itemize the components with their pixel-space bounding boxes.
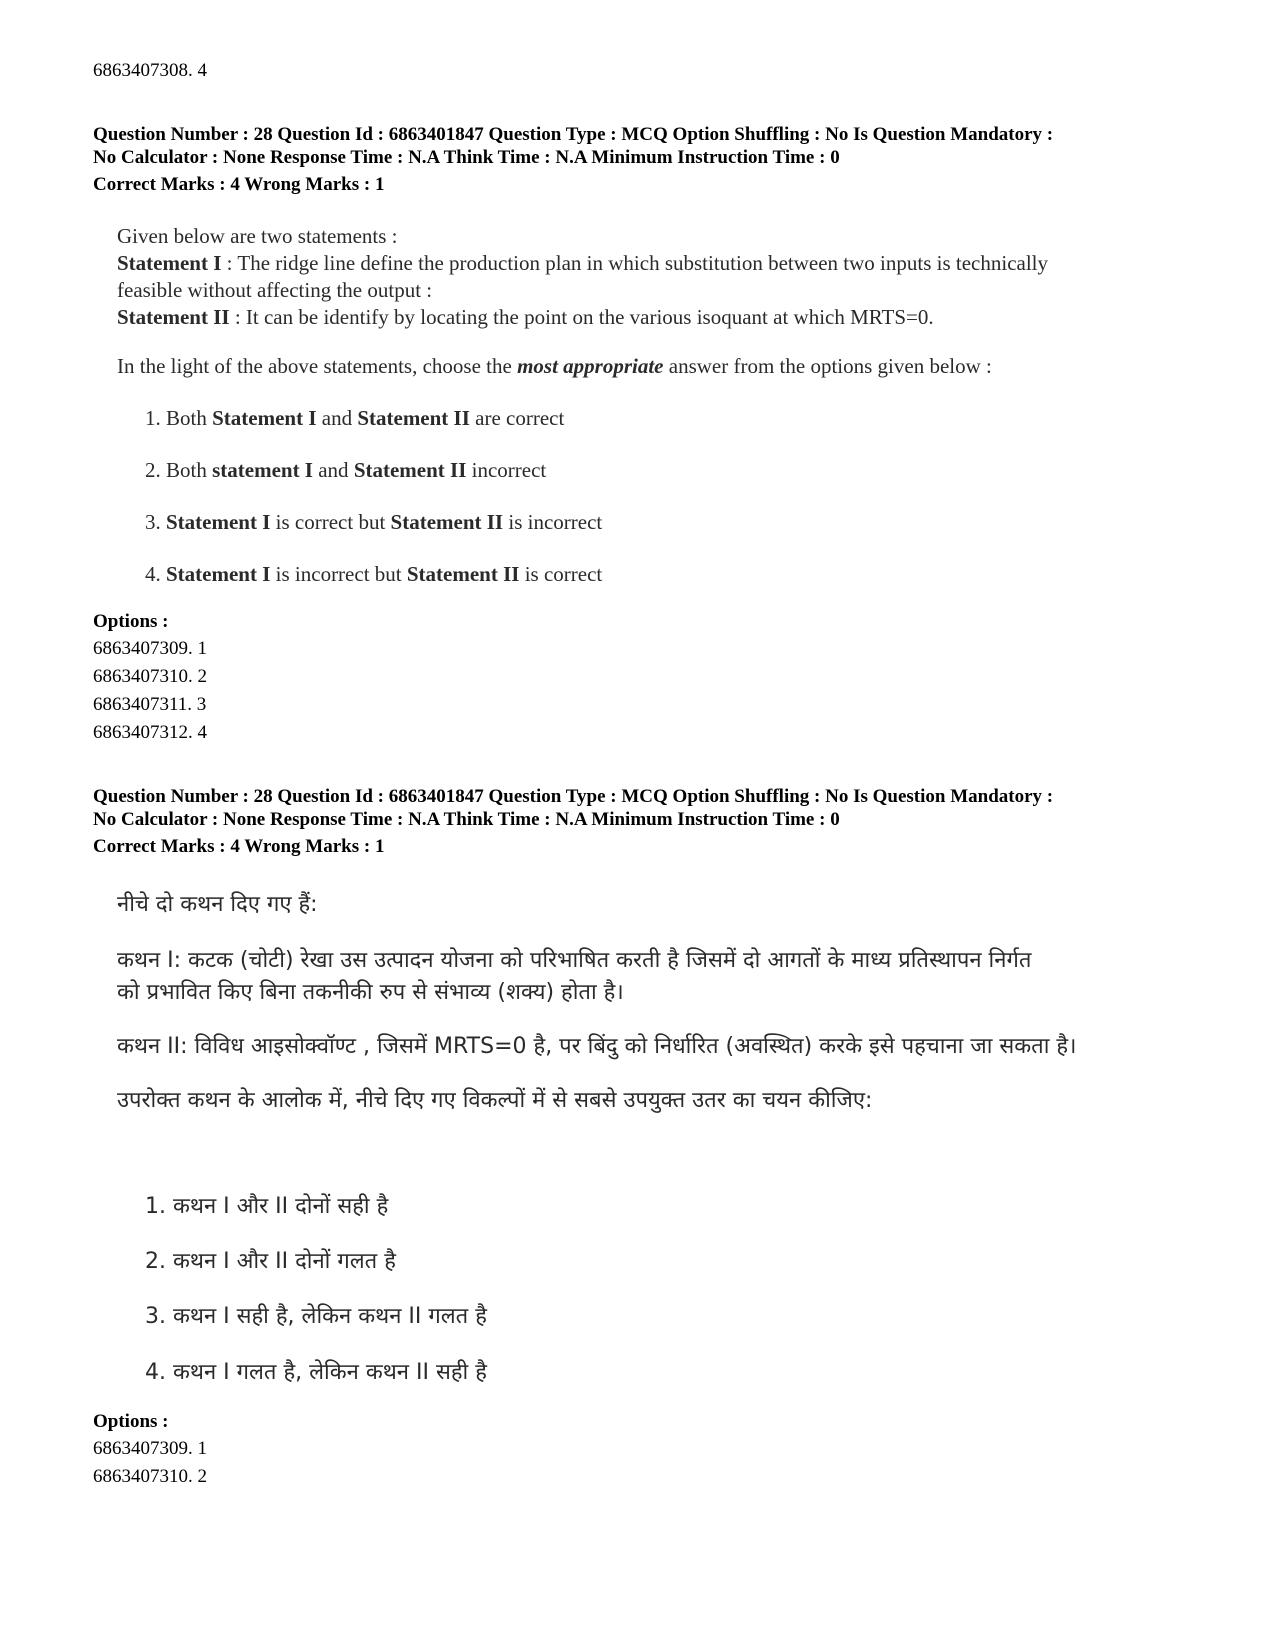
choice-mid: is incorrect but — [270, 562, 407, 586]
q2-statement-1-line-2: को प्रभावित किए बिना तकनीकी रुप से संभाव्य (शक्य) होता है। — [117, 980, 624, 1005]
q1-marks-line: Correct Marks : 4 Wrong Marks : 1 — [93, 174, 385, 195]
q2-options-label: Options : — [93, 1411, 169, 1432]
q1-meta-line-1: Question Number : 28 Question Id : 6863401847 Question Type : MCQ Option Shuffling : No Is Question Mandatory : — [93, 124, 1054, 145]
q2-marks-line: Correct Marks : 4 Wrong Marks : 1 — [93, 836, 385, 857]
q1-option-1: 6863407309. 1 — [93, 638, 207, 659]
choice-bold: Statement I — [212, 406, 317, 430]
q1-statement-2-label: Statement II — [117, 305, 230, 329]
choice-end: is incorrect — [503, 510, 603, 534]
prev-option-line: 6863407308. 4 — [93, 60, 207, 81]
q2-statement-2: कथन II: विविध आइसोक्वॉण्ट , जिसमें MRTS=0 है, पर बिंदु को निर्धारित (अवस्थित) करके इसे पहचाना जा सकता है। — [117, 1034, 1077, 1059]
q1-choice-3 — [145, 510, 602, 535]
choice-bold: statement I — [212, 458, 313, 482]
q1-prompt-start: In the light of the above statements, choose the — [117, 354, 518, 378]
q2-intro: नीचे दो कथन दिए गए हैं: — [117, 892, 318, 917]
q2-choice-2: 2. कथन I और II दोनों गलत है — [145, 1249, 396, 1274]
choice-bold: Statement II — [406, 562, 520, 586]
choice-mid: is correct but — [270, 510, 391, 534]
q1-statement-1-text: : The ridge line define the production plan in which substitution between two inputs is technically — [221, 251, 1049, 275]
choice-prefix: 2. Both — [145, 458, 213, 482]
q1-options-label: Options : — [93, 611, 169, 632]
choice-bold: Statement II — [353, 458, 467, 482]
q2-choice-4: 4. कथन I गलत है, लेकिन कथन II सही है — [145, 1360, 487, 1385]
q2-choice-3: 3. कथन I सही है, लेकिन कथन II गलत है — [145, 1304, 487, 1329]
choice-prefix: 4. — [145, 562, 166, 586]
choice-end: are correct — [469, 406, 565, 430]
choice-bold: Statement I — [166, 562, 271, 586]
q1-choice-1 — [145, 406, 564, 431]
q1-meta-line-2: No Calculator : None Response Time : N.A Think Time : N.A Minimum Instruction Time : 0 — [93, 147, 840, 168]
q2-prompt: उपरोक्त कथन के आलोक में, नीचे दिए गए विकल्पों में से सबसे उपयुक्त उतर का चयन कीजिए: — [117, 1088, 873, 1113]
q1-choice-4 — [145, 562, 602, 587]
choice-bold: Statement I — [166, 510, 271, 534]
choice-end: is correct — [519, 562, 603, 586]
q1-option-2: 6863407310. 2 — [93, 666, 207, 687]
q1-statement-1-cont: feasible without affecting the output : — [117, 278, 433, 302]
q2-choice-1: 1. कथन I और II दोनों सही है — [145, 1194, 389, 1219]
q1-intro: Given below are two statements : — [117, 224, 398, 248]
choice-end: incorrect — [466, 458, 547, 482]
q1-option-4: 6863407312. 4 — [93, 722, 207, 743]
choice-bold: Statement II — [357, 406, 470, 430]
q1-statement-2-text: : It can be identify by locating the point on the various isoquant at which MRTS=0. — [229, 305, 934, 329]
q1-statement-1 — [117, 251, 1048, 276]
q1-prompt — [117, 354, 992, 379]
q2-option-2: 6863407310. 2 — [93, 1466, 207, 1487]
choice-mid: and — [316, 406, 358, 430]
q1-choice-2 — [145, 458, 546, 483]
choice-mid: and — [312, 458, 354, 482]
q2-option-1: 6863407309. 1 — [93, 1438, 207, 1459]
q1-prompt-emphasis: most appropriate — [517, 354, 664, 378]
q1-statement-1-label: Statement I — [117, 251, 222, 275]
q1-statement-2 — [117, 305, 934, 330]
q2-meta-line-2: No Calculator : None Response Time : N.A Think Time : N.A Minimum Instruction Time : 0 — [93, 809, 840, 830]
q2-statement-1-line-1: कथन I: कटक (चोटी) रेखा उस उत्पादन योजना को परिभाषित करती है जिसमें दो आगतों के माध्य प्रतिस्थापन निर्गत — [117, 948, 1032, 973]
q1-option-3: 6863407311. 3 — [93, 694, 207, 715]
q2-meta-line-1: Question Number : 28 Question Id : 6863401847 Question Type : MCQ Option Shuffling : No Is Question Mandatory : — [93, 786, 1054, 807]
choice-bold: Statement II — [390, 510, 504, 534]
choice-prefix: 3. — [145, 510, 166, 534]
q1-prompt-end: answer from the options given below : — [663, 354, 992, 378]
choice-prefix: 1. Both — [145, 406, 213, 430]
